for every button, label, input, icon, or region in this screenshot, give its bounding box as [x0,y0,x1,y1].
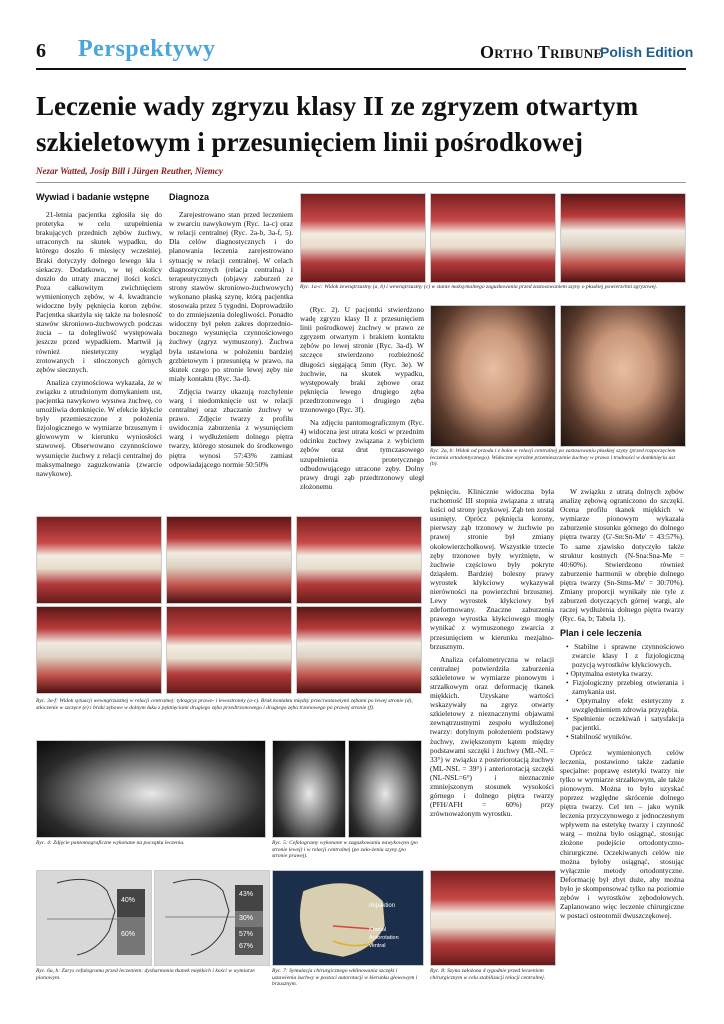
article-title: Leczenie wady zgryzu klasy II ze zgryzem otwartym szkieletowym i przesunięciem linii pośrodkowej [36,91,639,157]
header-rule [36,68,686,70]
ceph-tracing-a [36,870,152,966]
annotation-label: ventral [369,943,386,949]
paragraph: 21-letnia pacjentka zgłosiła się do protetyka w celu uzupełnienia brakujących przednich zębów żuchwy, utraconych na skutek wypadku, do którego doszło 6 miesięcy wcześniej. Braki dotyczyły dolnego lewego kła i siekaczy. Dodatkowo, w tej okolicy doszło do utraty znacznej ilości kości. Poza całkowitym zwichnięciem wymienionych zębów, w 4. kwadrancie widoczne były pęknięcia koron zębów. Pacjentka skarżyła się także na bolesność stawów skroniowo-żuchwowych podczas żucia – ta dolegliwość występowała jeszcze przed wypadkiem. Martwił ją również niestetyczny wygląd zrotowanych i stłoczonych górnych zębów siecznych. [36,210,162,374]
list-item: • Optymalna estetyka twarzy. [566,669,684,678]
section-title: Perspektywy [78,36,216,62]
list-item: • Stabilność wyników. [566,732,684,741]
page-number: 6 [36,40,46,62]
ratio-label: 43% [239,891,254,898]
ratio-label: 30% [239,915,254,922]
intraoral-photo [430,193,556,283]
intraoral-photo [36,516,162,604]
panoramic-xray [36,740,266,838]
column-2b [300,305,424,495]
intraoral-photo [36,606,162,694]
column-4 [560,487,684,924]
caption-fig5: Ryc. 5: Cefalogramy wykonane w zaguzkowaniu nawykowym (po stronie lewej) i w relacji centralnej (po zało-żeniu szyny (po stronie prawej). [272,840,418,860]
paragraph: (Ryc. 2). U pacjentki stwierdzono wadę zgryzu klasy II z przesunięciem linii pośrodkowej żuchwy w prawo ze zgryzem otwartym i brakiem kontaktu zębów po lewej stronie (Ryc. 3a-d). W szczęce stwierdzono rozbieżność długości sięgającą 5mm (Ryc. 3e). W żuchwie, na skutek wypadku, występowały braki zębowe oraz pęknięcia lewego drugiego zęba przedtrzonowego i drugiego zęba trzonowego (Ryc. 3f). [300,305,424,415]
ratio-label: 67% [239,943,254,950]
face-photo-profile [430,305,556,447]
caption-fig3: Ryc. 3a-f: Widok sytuacji wewnątrzustnej w relacji centralnej: tyłozgryz prawo- i lewostronny (a-c). Brak kontaktu między przeciwstawnymi zębami po lewej stronie (d), stłoczenie w szczęce (e) i braki zębowe w dolnym łuku z pęknięciami drugiego zęba przedtrzonowego i drugiego zęba trzonowego po prawej stronie (f). [36,698,413,711]
paragraph: Zarejestrowano stan przed leczeniem w zwarciu nawykowym (Ryc. 1a-c) oraz w relacji centralnej (Ryc. 2a-b, 3a-f, 5). Dla celów diagnostycznych i do planowania leczenia zarejestrowano sytuację w relacji centralnej. W celach diagnostycznych (relacja centralna) i terapeutycznych (objawy zaburzeń ze strony stawów skroniowo-żuchwowych) wykonano płaską szynę, którą pacjentka stosowała przez 5 tygodni. Doprowadziło to do zmniejszenia dolegliwości. Ponadto widoczny był pełen zakres doprzednio-bocznego wysunięcia czynnościowego żuchwy (zgryz wymuszony). Żuchwa była ustawiona w położeniu bardziej grzbietowym i przesuniętą w prawo, na skutek czego po stronie lewej zęby nie miały kontaktu (Ryc. 3a-d). [169,210,293,383]
list-item: • Fizjologiczny przebieg otwierania i zamykania ust. [566,678,684,696]
ratio-label: 57% [239,931,254,938]
heading-history: Wywiad i badanie wstępne [36,192,150,202]
caption-fig7: Ryc. 7: Symulacja chirurgicznego wklinowania szczęki i ustawienia żuchwy w postaci autorotacji w kierunku głowowym i brzusznym. [272,968,418,988]
caption-fig6: Ryc. 6a, b: Zarys cefalogramu przed leczeniem: dysharmonia tkanek miękkich i kości w wymiarze pionowym. [36,968,255,981]
annotation-label: Autorotation [369,935,399,941]
annotation-label: Impaktion [369,903,396,909]
occlusal-photo [166,606,292,694]
paragraph: Na zdjęciu pantomograficznym (Ryc. 4) widoczna jest utrata kości w przednim odcinku żuchwy związana z wybiciem zębów oraz drut tymczasowego uzupełnienia protetycznego odbudowującego utracone zęby. Dolny prawy drugi ząb przedtrzonowy uległ złożonemu [300,418,424,491]
paragraph: Analiza cefalometryczna w relacji centralnej potwierdziła zaburzenia szkieletowe w wymiarze pionowym i strzałkowym oraz deformację tkanek miękkich. Uzyskane wartości wskazywały na zgryz otwarty szkieletowy z nieznacznymi objawami zewnątrzustnymi zespołu wydłużonej twarzy: dotylnym położeniem podstawy żuchwy, zwiększonym kątem między podstawami szczęki i żuchwy (ML-NL = 33°) w związku z posteriorotacją żuchwy (ML-NSL = 39°) i anteriorotacją szczęki (NL-NSL=6°) i nieznacznie zmniejszonym stosunek wysokości górnego i dolnego piętra twarzy (PFH/AFH = 60%) przy zrównoważonym wyrostku. [430,654,554,819]
heading-plan: Plan i cele leczenia [560,628,642,639]
column-3 [430,487,554,822]
annotation-label: Kranial [369,927,387,933]
skull-drawing [273,871,423,965]
paragraph: W związku z utratą dolnych zębów analizę zębową ograniczono do szczęki. Ocena profilu tkanek miękkich w wymiarze pionowym wykazała zaburzenie stosunku górnego do dolnego piętra twarzy (G'-Sn:Sn-Me' = 43:57%). To same zjawisko dotyczyło także struktur kostnych (N-Sna:Sna-Me = 40:60%). Stwierdzono również zaburzenie harmonii w obrębie dolnego piętra twarzy (Sn-Stms-Me' = 30:70%). Zmiany proporcji wynikały nie tyle z zaburzeń dotyczących górnej wargi, ale raczej wydłużenia dolnego piętra twarzy (Ryc. 6a, b; Tabela 1). [560,487,684,624]
paragraph: Zdjęcia twarzy ukazują rozchylenie warg i niedomknięcie ust w relacji centralnej oraz zbaczanie żuchwy w prawo. Zdjęcie twarzy z profilu uwidocznia zaburzenia z wysunięciem warg i wydłużeniem dolnego piętra twarzy, którego stosunek do środkowego piętra wynosi 57:43% zamiast odpowiadającego normie 50:50% [169,386,293,469]
caption-fig1: Ryc. 1a-c: Widok zewnątrzustny (a, b) i wewnątrzustny (c) w stanie maksymalnego zaguzkowania przed zastosowaniem szyny o płaskiej powierzchni zgryzowej. [300,284,658,290]
ratio-label: 60% [121,931,136,938]
title-rule [36,182,686,183]
tracing-drawing [37,871,151,965]
column-1 [36,193,162,482]
intraoral-photo [560,193,686,283]
face-photo-frontal [560,305,686,447]
intraoral-photo [166,516,292,604]
list-item: • Optymalny efekt estetyczny z uwzględnieniem zdrowia przyzębia. [566,696,684,714]
article-authors: Nezar Watted, Josip Bill i Jürgen Reuther, Niemcy [36,166,223,176]
cephalogram [272,740,346,838]
surgical-simulation [272,870,424,966]
ceph-tracing-b [154,870,270,966]
intraoral-photo [300,193,426,283]
splint-photo [430,870,556,966]
column-2 [169,193,293,473]
edition-label: Polish Edition [600,44,694,60]
goals-list [560,642,684,742]
cephalogram [348,740,422,838]
caption-fig2: Ryc. 2a, b: Widok od przodu i z boku w relacji centralnej po zastosowaniu płaskiej szyny (przed rozpoczęciem leczenia ortodontycznego). Widoczne wyraźne przemieszczenie żuchwy w prawo i trudności w domknięciu ust (b). [430,448,676,468]
publication-brand: Ortho Tribune [480,42,603,62]
caption-fig4: Ryc. 4: Zdjęcie pantomograficzne wykonane na początku leczenia. [36,840,185,846]
list-item: • Spełnienie oczekiwań i satysfakcja pacjentki. [566,714,684,732]
ratio-label: 40% [121,897,136,904]
occlusal-photo [296,606,422,694]
paragraph: pęknięciu. Klinicznie widoczna była ruchomość III stopnia związana z utratą kości od strony językowej. Ząb ten został usunięty. Oprócz pęknięcia korony, pierwszy ząb trzonowy w żuchwie po prawej stronie był zmiany okołowierzchołkowej. Wszystkie trzecie zęby trzonowe były wyrżnięte, w żuchwie częściowo były pokryte dziąsłem. Bardziej bolesny prawy wyrostek kłykciowy wykazywał nierówności na powierzchni brzusznej. Lewy wyrostek kłykciowy był zdeformowany. Znaczne zaburzenia prawego wyrostka kłykciowego mogły wynikać z wymuszonego zwarcia z przesunięciem w kierunku mezjalno-brzusznym. [430,487,554,651]
intraoral-photo [296,516,422,604]
heading-diagnosis: Diagnoza [169,192,210,202]
list-item: • Stabilne i sprawne czynnościowo zwarcie klasy I z fizjologiczną pozycją wyrostków kłykciowych. [566,642,684,669]
paragraph: Oprócz wymienionych celów leczenia, postawiono także zadanie specjalne: poprawę estetyki twarzy nie tylko w wymiarze strzałkowym, ale także pionowym. Można to było uzyskać poprzez względne skrócenie dolnego piętra twarzy. Cel ten – jako wynik leczenia przyczynowego z jednoczesnym wpływem na estetykę twarzy i czynność warg – można było osiągnąć, stosując złożone podejście ortodontyczno-chirurgiczne. Oczekiwanych celów nie można byłoby osiągnąć, stosując wyłącznie metody ortodontyczne. Deformację był zbyt duże, aby można było je skompensować tylko na poziomie zębów i wyrostków zębodołowych. Zaplanowano więc leczenie chirurgiczne w postaci osteotomii dwuszczękowej. [560,747,684,921]
caption-fig8: Ryc. 8: Szyna założona 4 tygodnie przed leczeniem chirurgicznym w celu stabilizacji relacji centralnej. [430,968,546,981]
paragraph: Analiza czynnościowa wykazała, że w związku z utrudnionym domykaniem ust, pacjentka nawykowo wysuwa żuchwę, co umożliwia domknięcie. W efekcie kłykcie były przemieszczone z położenia fizjologicznego w wymiarze brzusznym i głowowym w kierunku wyniosłości stawowej. Obserwowano czynnościowe wysunięcie żuchwy z relacji centralnej do maksymalnego zaguzkowania (zwarcie nawykowe). [36,377,162,478]
